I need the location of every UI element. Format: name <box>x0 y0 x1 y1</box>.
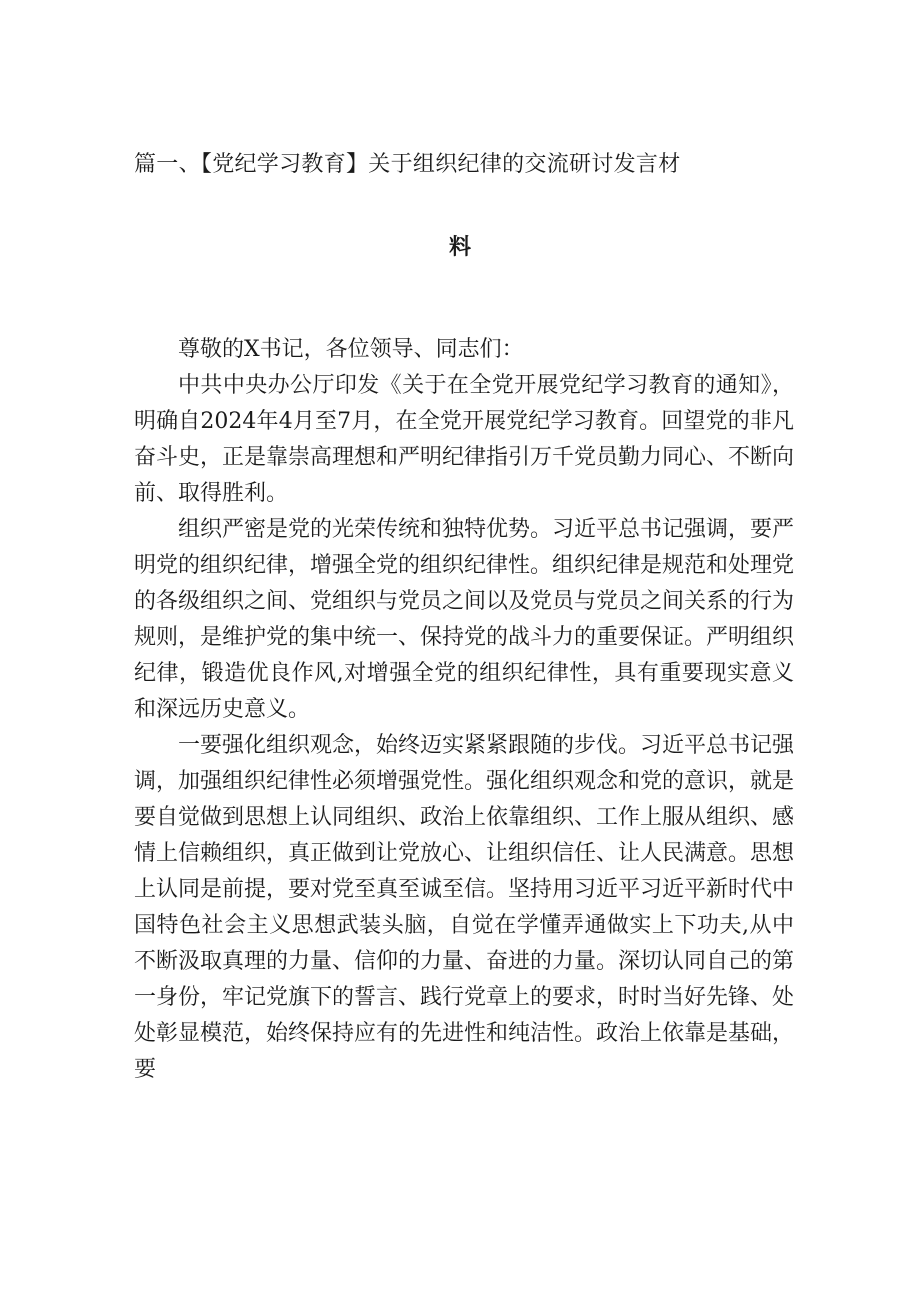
body-paragraph: 组织严密是党的光荣传统和独特优势。习近平总书记强调，要严明党的组织纪律，增强全党的组织纪律性。组织纪律是规范和处理党的各级组织之间、党组织与党员之间以及党员与党员之间关系的行为规则，是维护党的集中统一、保持党的战斗力的重要保证。严明组织纪律，锻造优良作风,对增强全党的组织纪律性，具有重要现实意义和深远历史意义。 <box>134 517 795 722</box>
document-title-line-1: 篇一、【党纪学习教育】关于组织纪律的交流研讨发言材 <box>134 152 681 177</box>
salutation-paragraph: 尊敬的X书记，各位领导、同志们： <box>178 337 524 362</box>
document-title-line-2: 料 <box>448 234 471 260</box>
document-body <box>134 332 794 1088</box>
body-paragraph: 中共中央办公厅印发《关于在全党开展党纪学习教育的通知》，明确自2024年4月至7月，在全党开展党纪学习教育。回望党的非凡奋斗史，正是靠崇高理想和严明纪律指引万千党员勤力同心、不断向前、取得胜利。 <box>134 373 795 506</box>
body-paragraph: 一要强化组织观念，始终迈实紧紧跟随的步伐。习近平总书记强调，加强组织纪律性必须增强党性。强化组织观念和党的意识，就是要自觉做到思想上认同组织、政治上依靠组织、工作上服从组织、感情上信赖组织，真正做到让党放心、让组织信任、让人民满意。思想上认同是前提，要对党至真至诚至信。坚持用习近平习近平新时代中国特色社会主义思想武装头脑，自觉在学懂弄通做实上下功夫,从中不断汲取真理的力量、信仰的力量、奋进的力量。深切认同自己的第一身份，牢记党旗下的誓言、践行党章上的要求，时时当好先锋、处处彰显模范，始终保持应有的先进性和纯洁性。政治上依靠是基础，要 <box>134 733 795 1082</box>
